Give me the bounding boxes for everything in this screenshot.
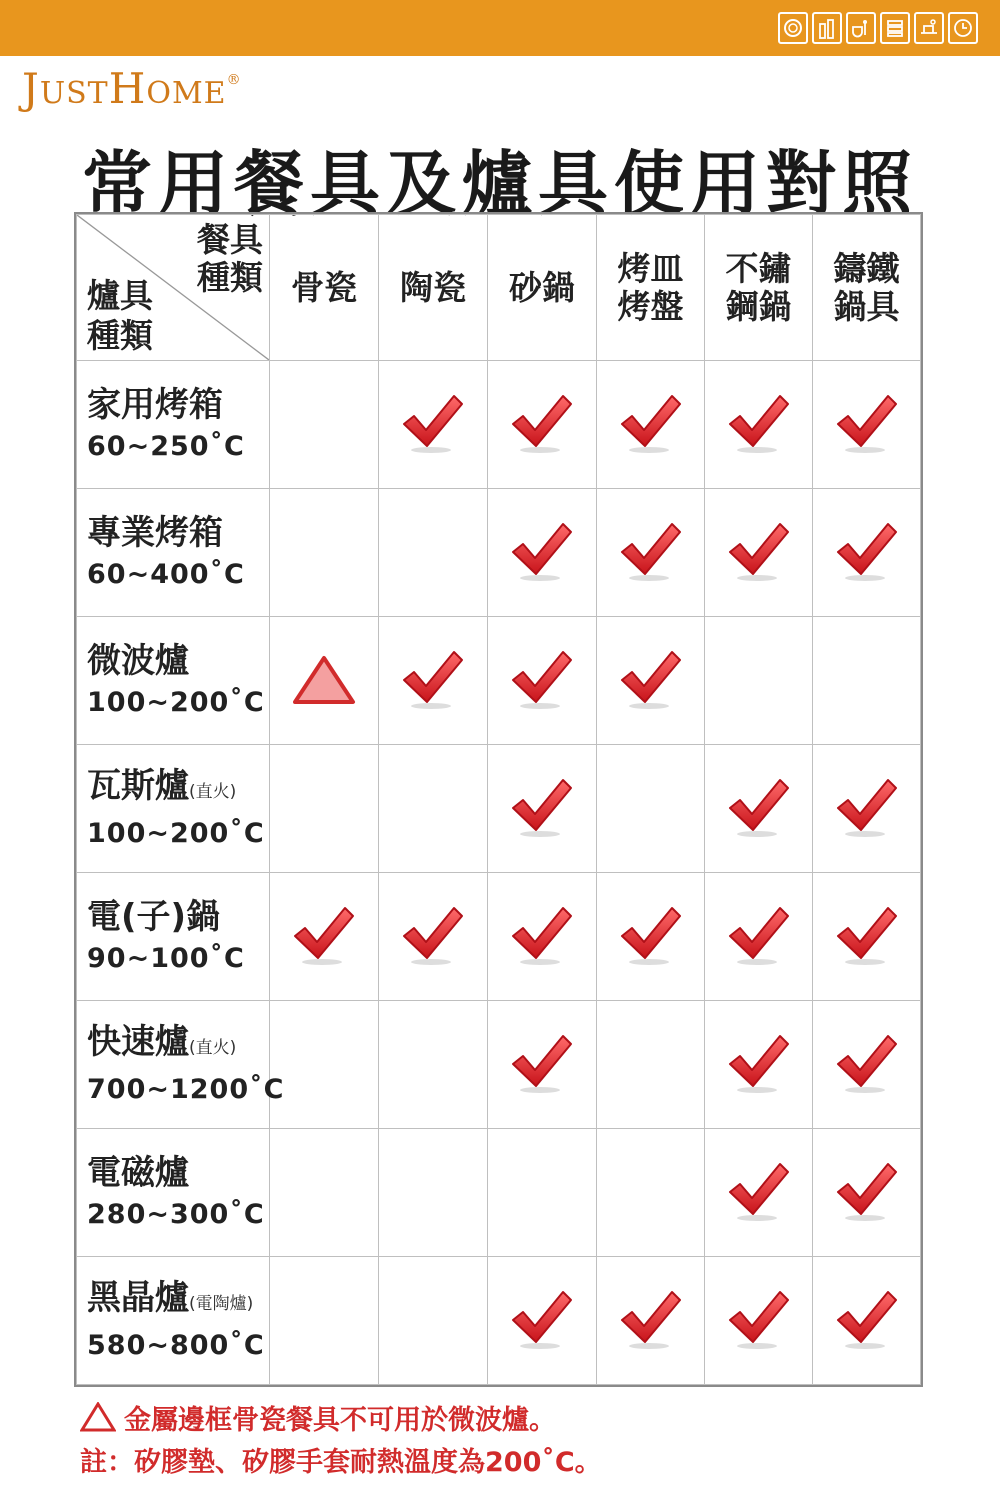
header-icons [778, 12, 978, 44]
compat-cell [488, 1001, 597, 1129]
stove-temperature: 90~100˚C [87, 942, 245, 974]
stove-note: (直火) [189, 1037, 237, 1058]
corner-cell [77, 215, 270, 361]
check-mark-icon [618, 902, 684, 968]
compat-cell [705, 489, 813, 617]
stove-name [87, 764, 269, 814]
stove-name-text: 快速爐 [87, 1021, 189, 1062]
table-row [77, 361, 921, 489]
check-mark-icon [400, 902, 466, 968]
stove-name [87, 383, 269, 427]
check-mark-icon [834, 1158, 900, 1224]
triangle-mark-icon [291, 646, 357, 712]
table-row [77, 745, 921, 873]
stove-name-text: 電磁爐 [87, 1152, 189, 1193]
compat-cell [813, 489, 921, 617]
logo-letter: H [108, 64, 147, 113]
compatibility-table [76, 214, 921, 1385]
logo-letters: OME [146, 76, 227, 111]
compat-cell [379, 361, 488, 489]
compat-cell [705, 617, 813, 745]
stove-note: (電陶爐) [189, 1293, 254, 1314]
table-row [77, 873, 921, 1001]
compat-cell [270, 617, 379, 745]
check-mark-icon [834, 1030, 900, 1096]
check-mark-icon [726, 1030, 792, 1096]
compat-cell [379, 1129, 488, 1257]
compat-cell [379, 617, 488, 745]
check-mark-icon [834, 902, 900, 968]
stove-name-text: 瓦斯爐 [87, 765, 189, 806]
compat-cell [813, 361, 921, 489]
check-mark-icon [291, 902, 357, 968]
stove-name-text: 微波爐 [87, 640, 189, 681]
compat-cell [379, 1257, 488, 1385]
column-header-line: 砂鍋 [509, 267, 575, 307]
compat-cell [488, 489, 597, 617]
compat-cell [488, 745, 597, 873]
logo-letters: UST [39, 76, 109, 111]
check-mark-icon [509, 1030, 575, 1096]
stove-temperature: 100~200˚C [87, 817, 265, 849]
compat-cell [488, 1129, 597, 1257]
compat-cell [270, 361, 379, 489]
compat-cell [813, 1257, 921, 1385]
compat-cell [705, 873, 813, 1001]
compat-cell [813, 1129, 921, 1257]
column-header [597, 215, 705, 361]
stove-note: (直火) [189, 781, 237, 802]
brand-logo [22, 64, 242, 124]
row-header [77, 873, 270, 1001]
stove-temperature: 700~1200˚C [87, 1073, 285, 1105]
stove-temperature: 60~400˚C [87, 558, 245, 590]
compat-cell [597, 745, 705, 873]
check-mark-icon [509, 1286, 575, 1352]
stove-name-text: 電(子)鍋 [87, 896, 221, 937]
corner-top-line: 種類 [197, 258, 263, 297]
check-mark-icon [834, 1286, 900, 1352]
compat-cell [597, 617, 705, 745]
column-header-line: 烤盤 [617, 286, 684, 326]
row-header [77, 1001, 285, 1129]
row-header [77, 617, 270, 745]
column-header [270, 215, 379, 361]
check-mark-icon [726, 1286, 792, 1352]
column-header [379, 215, 488, 361]
check-mark-icon [834, 774, 900, 840]
page-title: 常用餐具及爐具使用對照 [82, 143, 918, 225]
column-header-line: 鑄鐵 [833, 248, 900, 288]
row-header [77, 361, 270, 489]
header-row [77, 215, 921, 361]
compat-cell [705, 1001, 813, 1129]
compat-cell [597, 1001, 705, 1129]
table-row [77, 1129, 921, 1257]
column-header-line: 陶瓷 [400, 267, 466, 307]
corner-top-line: 餐具 [197, 220, 263, 259]
kettle-icon [914, 12, 944, 44]
compat-cell [597, 873, 705, 1001]
column-header-line: 骨瓷 [291, 267, 357, 307]
compat-cell [488, 617, 597, 745]
column-header-line: 鋼鍋 [725, 286, 792, 326]
triangle-note-text: 金屬邊框骨瓷餐具不可用於微波爐。 [124, 1405, 556, 1436]
compat-cell [813, 1001, 921, 1129]
compat-cell [705, 1257, 813, 1385]
stove-temperature: 100~200˚C [87, 686, 265, 718]
compat-cell [597, 361, 705, 489]
footnote: 註：矽膠墊、矽膠手套耐熱溫度為200˚C。 [80, 1447, 602, 1478]
check-mark-icon [834, 518, 900, 584]
check-mark-icon [400, 646, 466, 712]
stack-icon [880, 12, 910, 44]
clock-icon [948, 12, 978, 44]
compat-cell [813, 617, 921, 745]
triangle-note [80, 1398, 556, 1437]
check-mark-icon [618, 518, 684, 584]
compat-cell [705, 361, 813, 489]
stove-name [87, 895, 269, 939]
compat-cell [379, 489, 488, 617]
compat-cell [270, 1001, 379, 1129]
compat-cell [705, 1129, 813, 1257]
column-header [488, 215, 597, 361]
check-mark-icon [618, 390, 684, 456]
warning-triangle-icon [80, 1402, 116, 1432]
stove-name [87, 1020, 269, 1070]
check-mark-icon [726, 774, 792, 840]
row-header [77, 489, 270, 617]
corner-bottom-line: 種類 [87, 316, 153, 355]
column-header-line: 烤皿 [617, 248, 684, 288]
compat-cell [270, 489, 379, 617]
column-header-line: 鍋具 [833, 286, 900, 326]
table-row [77, 1001, 921, 1129]
compat-cell [488, 1257, 597, 1385]
table-row [77, 1257, 921, 1385]
corner-label-tableware [197, 221, 263, 297]
stove-temperature: 280~300˚C [87, 1198, 265, 1230]
stove-name-text: 家用烤箱 [87, 384, 223, 425]
compat-cell [488, 361, 597, 489]
compat-cell [270, 745, 379, 873]
row-header [77, 745, 270, 873]
stove-name [87, 1151, 269, 1195]
compat-cell [705, 745, 813, 873]
stove-name-text: 黑晶爐 [87, 1277, 189, 1318]
check-mark-icon [726, 1158, 792, 1224]
compat-cell [597, 489, 705, 617]
table-row [77, 489, 921, 617]
check-mark-icon [726, 390, 792, 456]
column-header [705, 215, 813, 361]
stove-name [87, 639, 269, 683]
compat-cell [597, 1129, 705, 1257]
stove-temperature: 580~800˚C [87, 1329, 265, 1361]
corner-label-stove [87, 276, 153, 356]
table-row [77, 617, 921, 745]
check-mark-icon [400, 390, 466, 456]
compat-cell [379, 745, 488, 873]
row-header [77, 1257, 270, 1385]
compat-cell [379, 873, 488, 1001]
column-header-line: 不鏽 [725, 248, 792, 288]
compat-cell [270, 1129, 379, 1257]
check-mark-icon [726, 518, 792, 584]
row-header [77, 1129, 270, 1257]
stove-name [87, 1276, 269, 1326]
compat-cell [813, 873, 921, 1001]
stove-name [87, 511, 269, 555]
check-mark-icon [834, 390, 900, 456]
stove-temperature: 60~250˚C [87, 430, 245, 462]
compat-cell [597, 1257, 705, 1385]
corner-bottom-line: 爐具 [87, 276, 153, 315]
check-mark-icon [509, 902, 575, 968]
check-mark-icon [726, 902, 792, 968]
logo-letter: J [22, 64, 40, 113]
check-mark-icon [509, 646, 575, 712]
check-mark-icon [618, 1286, 684, 1352]
compat-cell [379, 1001, 488, 1129]
registered-mark: ® [226, 72, 242, 88]
column-header [813, 215, 921, 361]
compat-cell [270, 1257, 379, 1385]
check-mark-icon [509, 390, 575, 456]
plate-icon [778, 12, 808, 44]
compat-cell [270, 873, 379, 1001]
cups-icon [846, 12, 876, 44]
check-mark-icon [618, 646, 684, 712]
check-mark-icon [509, 518, 575, 584]
header-bar [0, 0, 1000, 56]
bottle-icon [812, 12, 842, 44]
check-mark-icon [509, 774, 575, 840]
compat-cell [813, 745, 921, 873]
compat-cell [488, 873, 597, 1001]
stove-name-text: 專業烤箱 [87, 512, 223, 553]
